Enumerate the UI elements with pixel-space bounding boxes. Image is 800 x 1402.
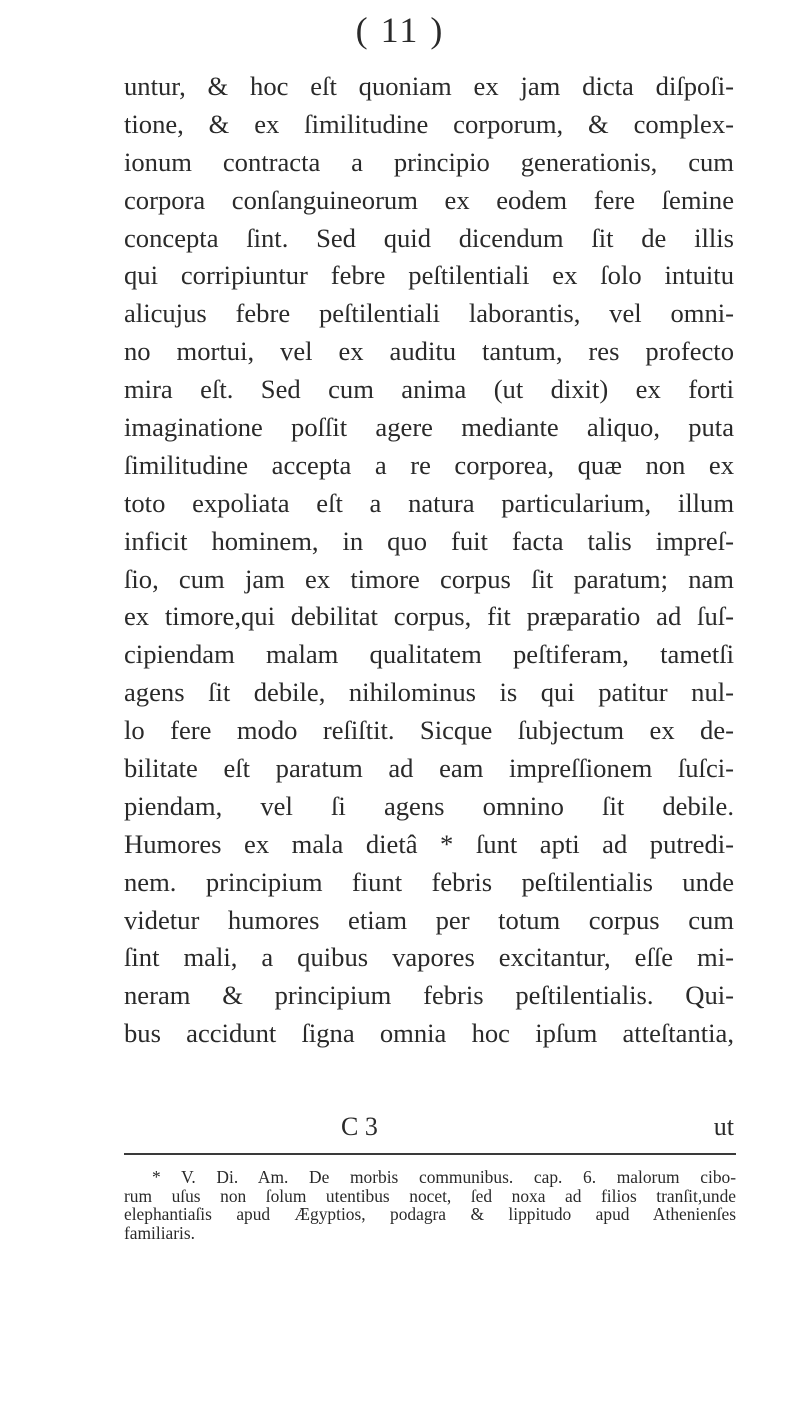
catch-line [124, 1112, 734, 1146]
footnote-line: elephantiaſis apud Ægyptios, podagra & lippitudo apud Athenienſes [124, 1205, 736, 1224]
text-line: bilitate eſt paratum ad eam impreſſionem ſuſci- [124, 753, 734, 784]
text-line: qui corripiuntur febre peſtilentiali ex ſolo intuitu [124, 260, 734, 291]
text-line: mira eſt. Sed cum anima (ut dixit) ex forti [124, 374, 734, 405]
text-line: tione, & ex ſimilitudine corporum, & complex- [124, 108, 734, 139]
text-line: no mortui, vel ex auditu tantum, res profecto [124, 336, 734, 367]
page-number: ( 11 ) [355, 10, 445, 50]
text-line: ſint mali, a quibus vapores excitantur, eſſe mi- [124, 942, 734, 973]
footnote-rule [124, 1153, 736, 1155]
text-line: agens ſit debile, nihilominus is qui patitur nul- [124, 677, 734, 708]
main-text [124, 68, 734, 1053]
text-line: imaginatione poſſit agere mediante aliquo, puta [124, 412, 734, 443]
text-line: bus accidunt ſigna omnia hoc ipſum atteſtantia, [124, 1018, 734, 1049]
text-line: corpora conſanguineorum ex eodem fere ſemine [124, 184, 734, 215]
text-line: Humores ex mala dietâ * ſunt apti ad putredi- [124, 828, 734, 859]
text-line: ſimilitudine accepta a re corporea, quæ non ex [124, 449, 734, 480]
text-line: nem. principium fiunt febris peſtilentialis unde [124, 866, 734, 897]
catchword: ut [713, 1112, 734, 1141]
text-line: untur, & hoc eſt quoniam ex jam dicta diſpoſi- [124, 71, 734, 101]
text-line: concepta ſint. Sed quid dicendum ſit de illis [124, 222, 734, 253]
text-line: lo fere modo reſiſtit. Sicque ſubjectum ex de- [124, 715, 734, 746]
text-line: alicujus febre peſtilentiali laborantis, vel omni- [124, 298, 734, 329]
text-line: ionum contracta a principio generationis, cum [124, 146, 734, 177]
text-line: ex timore,qui debilitat corpus, fit præparatio ad ſuſ- [124, 601, 734, 632]
text-line: inficit hominem, in quo fuit facta talis impreſ- [124, 525, 734, 556]
text-line: ſio, cum jam ex timore corpus ſit paratum; nam [124, 563, 734, 594]
signature-mark: C 3 [341, 1112, 378, 1141]
text-line: piendam, vel ſi agens omnino ſit debile. [124, 790, 734, 821]
footnote-line: * V. Di. Am. De morbis communibus. cap. 6. malorum cibo- [152, 1168, 736, 1187]
footnote-line: rum uſus non ſolum utentibus nocet, ſed noxa ad filios tranſit,unde [124, 1186, 736, 1206]
footnote [124, 1168, 736, 1242]
text-line: toto expoliata eſt a natura particularium, illum [124, 487, 734, 518]
text-line: videtur humores etiam per totum corpus cum [124, 904, 734, 935]
text-line: cipiendam malam qualitatem peſtiferam, tametſi [124, 639, 734, 670]
text-line: neram & principium febris peſtilentialis. Qui- [124, 980, 734, 1011]
footnote-line: familiaris. [124, 1223, 195, 1243]
